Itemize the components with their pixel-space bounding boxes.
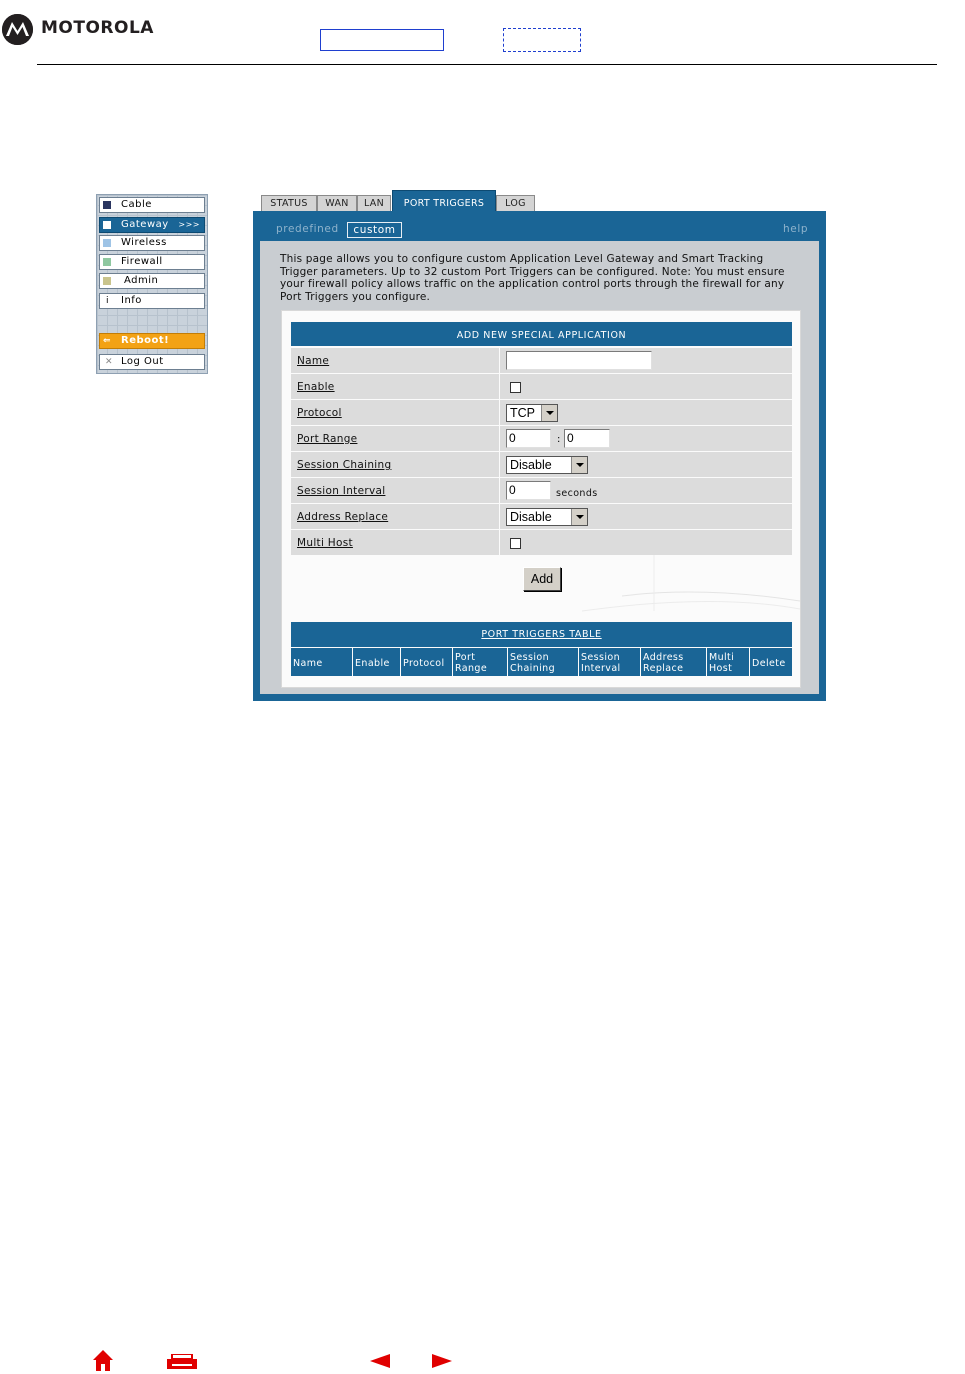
tab-wan[interactable]: WAN [317, 195, 357, 212]
info-icon: i [106, 296, 110, 306]
header-text: Replace [643, 663, 684, 674]
close-icon: ✕ [105, 357, 114, 367]
enable-checkbox[interactable] [510, 382, 521, 393]
form-row-multi-host [291, 529, 792, 555]
form-row-enable [291, 373, 792, 399]
tab-log[interactable]: LOG [496, 195, 535, 212]
column-header-session-interval [578, 648, 640, 676]
motorola-logo-icon [2, 14, 33, 45]
multi-host-checkbox[interactable] [510, 538, 521, 549]
active-indicator: >>> [178, 220, 200, 229]
header-text: Multi [709, 652, 735, 663]
sidebar-item-label: Info [121, 295, 142, 306]
column-header-multi-host [706, 648, 749, 676]
header-link-box-dashed[interactable] [503, 28, 581, 52]
session-interval-input[interactable]: 0 [506, 481, 551, 500]
header-text: Host [709, 663, 733, 674]
gateway-icon [103, 221, 111, 229]
header-divider [37, 64, 937, 65]
chevron-down-icon[interactable] [541, 405, 557, 421]
add-button[interactable]: Add [523, 567, 561, 591]
sidebar-item-wireless[interactable] [99, 235, 205, 251]
form-row-name [291, 347, 792, 373]
form-row-protocol [291, 399, 792, 425]
header-text: Port [455, 652, 476, 663]
subnav-custom[interactable]: custom [347, 222, 402, 238]
form-row-session-chaining [291, 451, 792, 477]
intro-text: This page allows you to configure custom Application Level Gateway and Smart Tracking Trigger parameters. Up to 32 custom Port Triggers can be configured. Note: You must ensure your firewall policy allows traffic on the application control ports through the firewall for any Port Triggers you configure. [280, 253, 785, 303]
sidebar-item-firewall[interactable] [99, 254, 205, 270]
reboot-label: Reboot! [121, 335, 170, 346]
logout-button[interactable] [99, 354, 205, 370]
sidebar-item-label: Wireless [121, 237, 167, 248]
header-text: Session [510, 652, 550, 663]
column-divider [499, 400, 500, 425]
sidebar-item-info[interactable] [99, 293, 205, 309]
sidebar-item-label: Cable [121, 199, 152, 210]
header-text: Delete [752, 658, 786, 669]
protocol-label[interactable]: Protocol [297, 407, 342, 419]
column-header-protocol [400, 648, 452, 676]
multi-host-label[interactable]: Multi Host [297, 537, 353, 549]
form-row-port-range [291, 425, 792, 451]
session-chaining-select[interactable] [506, 456, 588, 474]
reboot-icon: ⇐ [103, 336, 112, 346]
column-header-port-range [452, 648, 507, 676]
sidebar-item-admin[interactable] [99, 273, 205, 289]
chevron-down-icon[interactable] [571, 509, 587, 525]
address-replace-select[interactable] [506, 508, 588, 526]
column-divider [499, 348, 500, 373]
port-range-label[interactable]: Port Range [297, 433, 358, 445]
tab-lan[interactable]: LAN [357, 195, 391, 212]
header-text: Name [293, 658, 323, 669]
header-text: Session [581, 652, 621, 663]
cable-icon [103, 201, 111, 209]
logout-label: Log Out [121, 356, 164, 367]
sidebar-nav [96, 194, 208, 374]
form-row-session-interval [291, 477, 792, 503]
column-header-enable [352, 648, 400, 676]
previous-icon[interactable] [370, 1354, 390, 1371]
port-triggers-table-title[interactable]: PORT TRIGGERS TABLE [291, 622, 792, 647]
protocol-select[interactable] [506, 404, 558, 422]
tab-port-triggers[interactable]: PORT TRIGGERS [392, 190, 496, 212]
form-row-address-replace [291, 503, 792, 529]
address-replace-value: Disable [510, 510, 552, 524]
brand-name: MOTOROLA [41, 18, 154, 38]
port-triggers-table-header [291, 648, 792, 676]
firewall-icon [103, 258, 111, 266]
sidebar-item-label: Firewall [121, 256, 163, 267]
column-header-delete [749, 648, 792, 676]
port-range-end-input[interactable]: 0 [564, 429, 610, 448]
session-chaining-value: Disable [510, 458, 552, 472]
column-header-address-replace [640, 648, 706, 676]
name-label[interactable]: Name [297, 355, 330, 367]
admin-icon [103, 277, 111, 285]
column-divider [499, 504, 500, 529]
header-text: Enable [355, 658, 390, 669]
session-interval-label[interactable]: Session Interval [297, 485, 386, 497]
wireless-icon [103, 239, 111, 247]
sidebar-item-label: Gateway [121, 219, 169, 230]
header-text: Interval [581, 663, 621, 674]
header-text: Address [643, 652, 684, 663]
name-input[interactable] [506, 351, 652, 370]
column-header-name [291, 648, 352, 676]
sidebar-item-label: Admin [124, 275, 159, 286]
header-text: Protocol [403, 658, 445, 669]
column-divider [499, 426, 500, 451]
header-text: Range [455, 663, 488, 674]
header-text: Chaining [510, 663, 556, 674]
next-icon[interactable] [432, 1354, 452, 1371]
column-divider [499, 452, 500, 477]
form-title: ADD NEW SPECIAL APPLICATION [291, 322, 792, 346]
address-replace-label[interactable]: Address Replace [297, 511, 389, 523]
home-icon[interactable] [92, 1349, 114, 1371]
port-range-start-input[interactable]: 0 [506, 429, 551, 448]
print-icon[interactable] [166, 1354, 198, 1370]
enable-label[interactable]: Enable [297, 381, 335, 393]
port-range-separator: : [557, 434, 561, 445]
column-divider [499, 374, 500, 399]
column-header-session-chaining [507, 648, 578, 676]
column-divider [499, 530, 500, 555]
help-link[interactable]: help [783, 223, 809, 235]
sidebar-item-cable[interactable] [99, 197, 205, 213]
reboot-button[interactable] [99, 333, 205, 349]
sidebar-item-gateway[interactable] [99, 217, 205, 233]
session-chaining-label[interactable]: Session Chaining [297, 459, 392, 471]
seconds-unit: seconds [556, 488, 598, 499]
tab-status[interactable]: STATUS [261, 195, 317, 212]
column-divider [499, 478, 500, 503]
header-link-box[interactable] [320, 29, 444, 51]
subnav-predefined[interactable]: predefined [276, 223, 339, 235]
chevron-down-icon[interactable] [571, 457, 587, 473]
protocol-value: TCP [510, 406, 535, 420]
